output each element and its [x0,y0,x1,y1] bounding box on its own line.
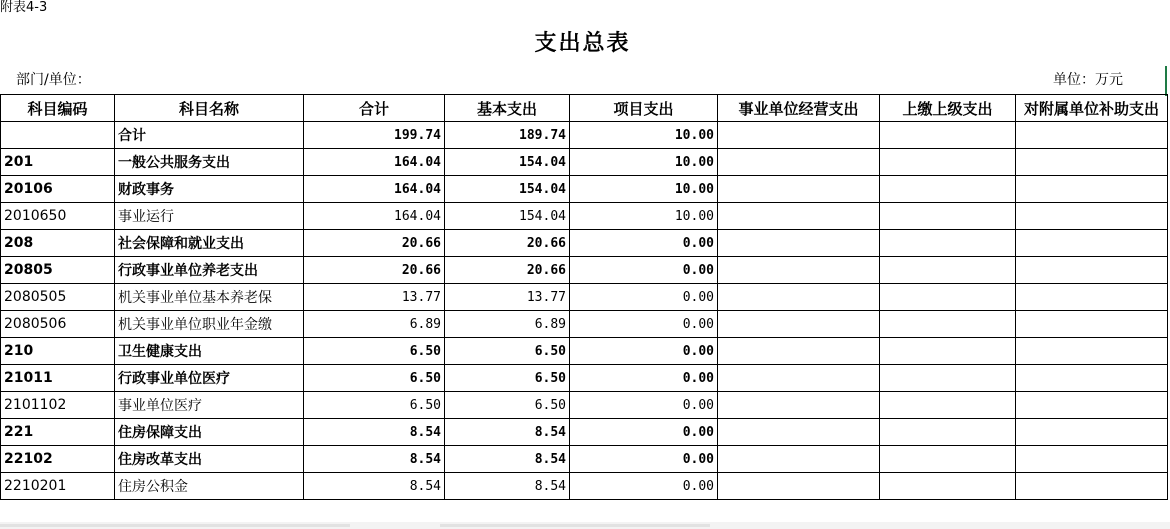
row-total-cell[interactable]: 20.66 [304,257,445,284]
row-project-cell[interactable]: 0.00 [570,284,718,311]
row-basic-cell[interactable]: 8.54 [445,473,570,500]
row-remit-cell[interactable] [880,365,1016,392]
row-remit-cell[interactable] [880,311,1016,338]
row-remit-cell[interactable] [880,176,1016,203]
row-total-cell[interactable]: 6.50 [304,365,445,392]
row-basic-cell[interactable]: 8.54 [445,419,570,446]
row-total-cell[interactable]: 164.04 [304,149,445,176]
row-total-cell[interactable]: 20.66 [304,230,445,257]
table-row [1,176,1168,203]
row-project-cell[interactable]: 0.00 [570,446,718,473]
row-project-cell[interactable]: 0.00 [570,419,718,446]
scrollbar-segment[interactable] [440,524,710,527]
table-row [1,338,1168,365]
header-name[interactable]: 科目名称 [115,95,304,122]
row-business-cell[interactable] [718,176,880,203]
row-subsidy-cell[interactable] [1016,257,1168,284]
table-row [1,257,1168,284]
row-name-cell[interactable]: 住房公积金 [115,473,304,500]
row-subsidy-cell[interactable] [1016,311,1168,338]
row-name-cell[interactable]: 一般公共服务支出 [115,149,304,176]
row-code-cell[interactable]: 201 [1,149,115,176]
row-project-cell[interactable]: 0.00 [570,365,718,392]
row-total-cell[interactable]: 8.54 [304,419,445,446]
header-code[interactable]: 科目编码 [1,95,115,122]
row-name-cell[interactable]: 行政事业单位医疗 [115,365,304,392]
active-cell-marker [1165,66,1170,96]
table-row [1,230,1168,257]
table-row [1,203,1168,230]
row-total-cell[interactable]: 6.50 [304,338,445,365]
row-code-cell[interactable]: 2010650 [1,203,115,230]
row-project-cell[interactable]: 10.00 [570,122,718,149]
row-business-cell[interactable] [718,473,880,500]
row-project-cell[interactable]: 0.00 [570,311,718,338]
row-project-cell[interactable]: 0.00 [570,392,718,419]
row-code-cell[interactable]: 2210201 [1,473,115,500]
row-project-cell[interactable]: 0.00 [570,338,718,365]
row-remit-cell[interactable] [880,284,1016,311]
row-business-cell[interactable] [718,257,880,284]
row-name-cell[interactable]: 机关事业单位基本养老保 [115,284,304,311]
table-row [1,284,1168,311]
row-total-cell[interactable]: 8.54 [304,446,445,473]
row-basic-cell[interactable]: 154.04 [445,149,570,176]
row-business-cell[interactable] [718,392,880,419]
row-total-cell[interactable]: 164.04 [304,203,445,230]
row-total-cell[interactable]: 6.89 [304,311,445,338]
row-subsidy-cell[interactable] [1016,392,1168,419]
row-name-cell[interactable]: 住房改革支出 [115,446,304,473]
table-row [1,419,1168,446]
row-subsidy-cell[interactable] [1016,176,1168,203]
table-row [1,122,1168,149]
row-subsidy-cell[interactable] [1016,446,1168,473]
row-total-cell[interactable]: 8.54 [304,473,445,500]
row-name-cell[interactable]: 卫生健康支出 [115,338,304,365]
header-business[interactable]: 事业单位经营支出 [718,95,880,122]
row-code-cell[interactable]: 208 [1,230,115,257]
page-title: 支出总表 [534,31,631,56]
row-remit-cell[interactable] [880,257,1016,284]
row-name-cell[interactable]: 社会保障和就业支出 [115,230,304,257]
row-basic-cell[interactable]: 6.50 [445,338,570,365]
row-remit-cell[interactable] [880,446,1016,473]
row-basic-cell[interactable]: 8.54 [445,446,570,473]
header-total[interactable]: 合计 [304,95,445,122]
row-business-cell[interactable] [718,230,880,257]
row-name-cell[interactable]: 机关事业单位职业年金缴 [115,311,304,338]
row-business-cell[interactable] [718,338,880,365]
unit-label: 单位：万元 [1053,72,1123,88]
row-subsidy-cell[interactable] [1016,338,1168,365]
row-code-cell[interactable] [1,122,115,149]
row-subsidy-cell[interactable] [1016,203,1168,230]
row-business-cell[interactable] [718,446,880,473]
row-code-cell[interactable]: 22102 [1,446,115,473]
row-project-cell[interactable]: 0.00 [570,473,718,500]
table-row [1,446,1168,473]
row-total-cell[interactable]: 6.50 [304,392,445,419]
row-project-cell[interactable]: 10.00 [570,149,718,176]
row-name-cell[interactable]: 住房保障支出 [115,419,304,446]
row-total-cell[interactable]: 199.74 [304,122,445,149]
attachment-label: 附表4-3 [0,0,48,15]
row-subsidy-cell[interactable] [1016,473,1168,500]
row-code-cell[interactable]: 21011 [1,365,115,392]
table-row [1,311,1168,338]
row-project-cell[interactable]: 10.00 [570,203,718,230]
bottom-scrollbar[interactable] [0,522,1170,529]
row-business-cell[interactable] [718,311,880,338]
row-remit-cell[interactable] [880,338,1016,365]
table-row [1,365,1168,392]
row-project-cell[interactable]: 0.00 [570,230,718,257]
row-total-cell[interactable]: 13.77 [304,284,445,311]
row-name-cell[interactable]: 行政事业单位养老支出 [115,257,304,284]
expenditure-table [0,94,1168,500]
row-business-cell[interactable] [718,284,880,311]
row-code-cell[interactable]: 20805 [1,257,115,284]
row-name-cell[interactable]: 事业单位医疗 [115,392,304,419]
row-basic-cell[interactable]: 154.04 [445,176,570,203]
table-row [1,392,1168,419]
row-code-cell[interactable]: 2101102 [1,392,115,419]
row-remit-cell[interactable] [880,419,1016,446]
row-code-cell[interactable]: 20106 [1,176,115,203]
row-subsidy-cell[interactable] [1016,284,1168,311]
row-business-cell[interactable] [718,203,880,230]
row-business-cell[interactable] [718,122,880,149]
row-code-cell[interactable]: 221 [1,419,115,446]
header-project[interactable]: 项目支出 [570,95,718,122]
table-row [1,149,1168,176]
header-basic[interactable]: 基本支出 [445,95,570,122]
table-row [1,473,1168,500]
row-subsidy-cell[interactable] [1016,419,1168,446]
row-remit-cell[interactable] [880,392,1016,419]
row-remit-cell[interactable] [880,149,1016,176]
row-business-cell[interactable] [718,365,880,392]
row-code-cell[interactable]: 2080505 [1,284,115,311]
row-subsidy-cell[interactable] [1016,230,1168,257]
row-basic-cell[interactable]: 6.50 [445,392,570,419]
row-remit-cell[interactable] [880,473,1016,500]
row-business-cell[interactable] [718,149,880,176]
row-basic-cell[interactable]: 6.50 [445,365,570,392]
row-basic-cell[interactable]: 189.74 [445,122,570,149]
row-project-cell[interactable]: 10.00 [570,176,718,203]
header-subsidy[interactable]: 对附属单位补助支出 [1016,95,1168,122]
row-basic-cell[interactable]: 20.66 [445,230,570,257]
header-remit[interactable]: 上缴上级支出 [880,95,1016,122]
row-business-cell[interactable] [718,419,880,446]
row-subsidy-cell[interactable] [1016,122,1168,149]
header-row [1,95,1168,122]
row-basic-cell[interactable]: 6.89 [445,311,570,338]
row-remit-cell[interactable] [880,122,1016,149]
row-name-cell[interactable]: 事业运行 [115,203,304,230]
row-name-cell[interactable]: 财政事务 [115,176,304,203]
row-project-cell[interactable]: 0.00 [570,257,718,284]
row-basic-cell[interactable]: 20.66 [445,257,570,284]
row-name-cell[interactable]: 合计 [115,122,304,149]
row-basic-cell[interactable]: 154.04 [445,203,570,230]
row-code-cell[interactable]: 2080506 [1,311,115,338]
row-code-cell[interactable]: 210 [1,338,115,365]
row-basic-cell[interactable]: 13.77 [445,284,570,311]
department-label: 部门/单位： [16,72,91,88]
row-total-cell[interactable]: 164.04 [304,176,445,203]
row-subsidy-cell[interactable] [1016,149,1168,176]
row-subsidy-cell[interactable] [1016,365,1168,392]
row-remit-cell[interactable] [880,203,1016,230]
row-remit-cell[interactable] [880,230,1016,257]
scrollbar-segment[interactable] [0,524,350,527]
